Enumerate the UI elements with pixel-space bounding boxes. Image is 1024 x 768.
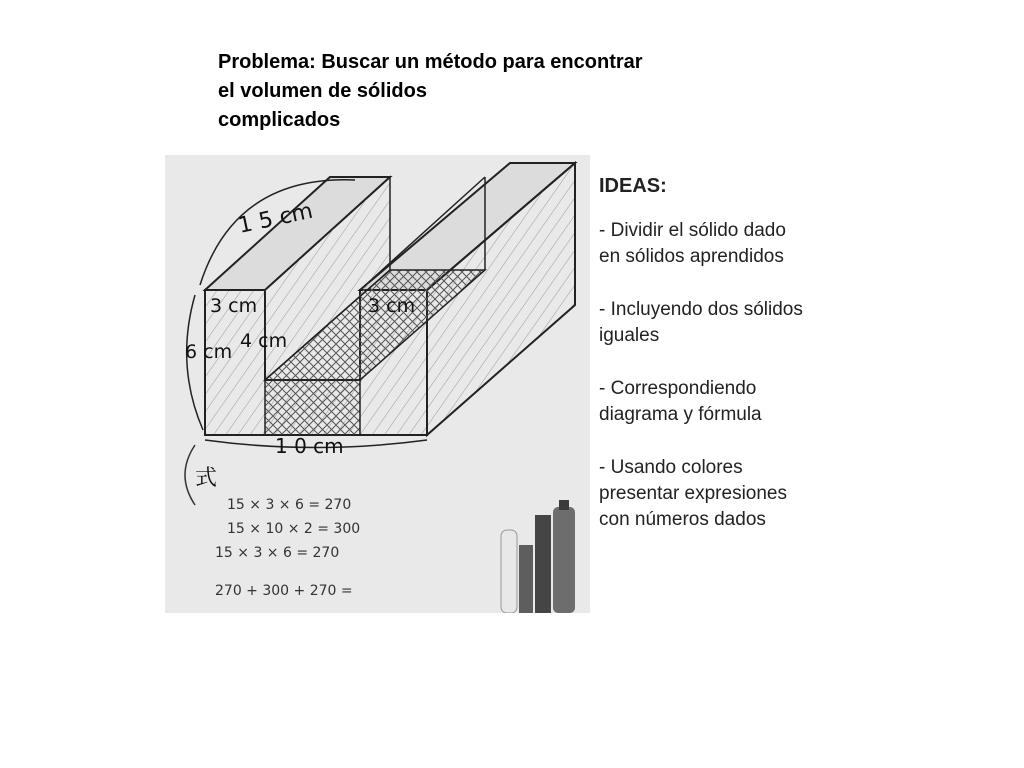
- idea-line: - Incluyendo dos sólidos: [599, 299, 803, 320]
- formula-4: 270 + 300 + 270 =: [215, 583, 353, 599]
- shiki-char: 式: [195, 466, 218, 491]
- idea-item: [599, 297, 859, 349]
- label-left-width: 3 cm: [210, 295, 258, 317]
- idea-line: - Usando colores: [599, 457, 743, 478]
- ideas-heading: IDEAS:: [599, 175, 667, 197]
- label-height: 6 cm: [185, 341, 233, 363]
- idea-line: en sólidos aprendidos: [599, 246, 784, 267]
- idea-item: [599, 218, 859, 270]
- idea-line: presentar expresiones: [599, 483, 787, 504]
- solid-figure-drawing: [165, 155, 590, 613]
- idea-line: - Dividir el sólido dado: [599, 220, 786, 241]
- formula-3: 15 × 3 × 6 = 270: [215, 545, 340, 561]
- label-length: 1 5 cm: [236, 198, 316, 239]
- problem-title: [218, 48, 738, 135]
- idea-line: con números dados: [599, 509, 766, 530]
- title-line-1: Problema: Buscar un método para encontrar: [218, 51, 643, 73]
- ideas-panel: [599, 173, 859, 560]
- label-bottom-width: 1 0 cm: [275, 434, 344, 458]
- idea-item: [599, 455, 859, 533]
- formula-1: 15 × 3 × 6 = 270: [227, 497, 352, 513]
- label-inner-depth: 4 cm: [240, 330, 288, 352]
- idea-line: - Correspondiendo: [599, 378, 757, 399]
- formula-2: 15 × 10 × 2 = 300: [227, 521, 361, 537]
- label-right-width: 3 cm: [368, 295, 416, 317]
- idea-line: diagrama y fórmula: [599, 404, 762, 425]
- idea-line: iguales: [599, 325, 660, 346]
- title-line-2: el volumen de sólidos: [218, 80, 427, 102]
- title-line-3: complicados: [218, 109, 341, 131]
- slot-bottom: [265, 380, 360, 435]
- whiteboard-photo: [165, 155, 590, 613]
- marker-pens: [501, 500, 575, 613]
- idea-item: [599, 376, 859, 428]
